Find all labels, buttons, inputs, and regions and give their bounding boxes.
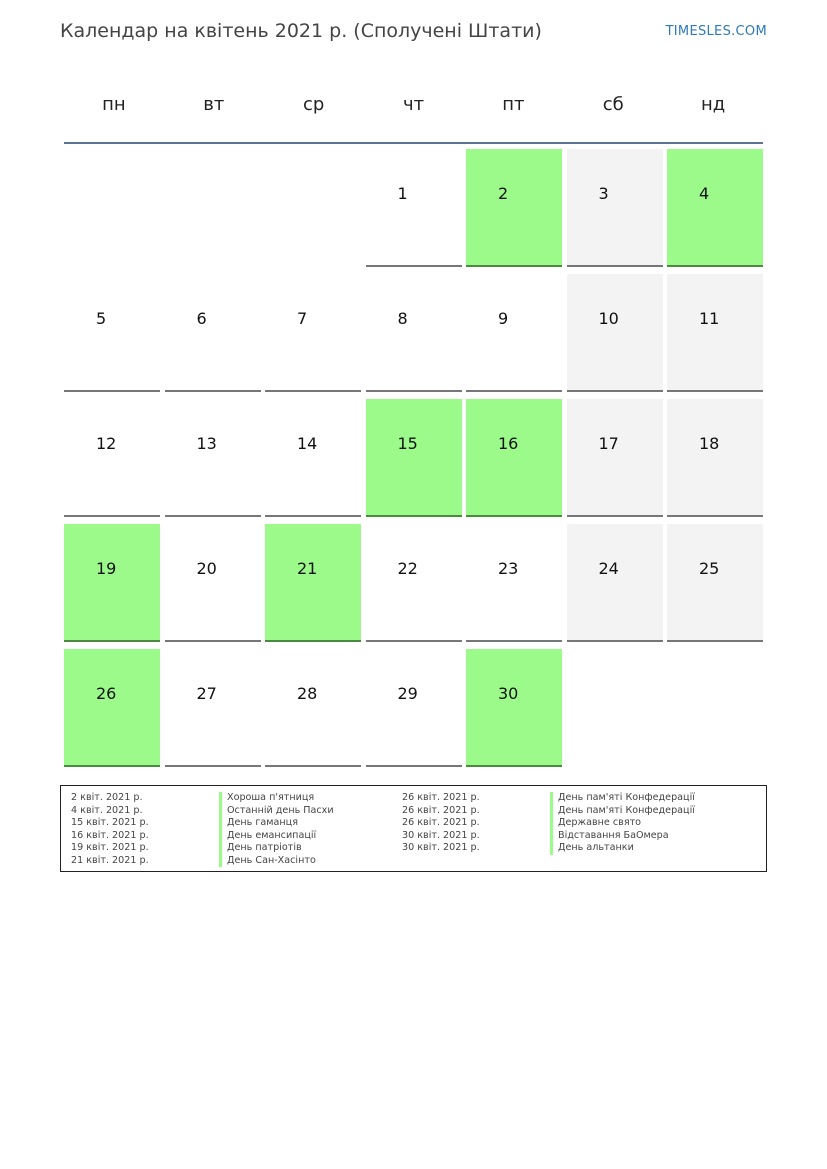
legend-row bbox=[71, 817, 334, 830]
site-link[interactable]: TIMESLES.COM bbox=[665, 24, 767, 39]
day-cell[interactable] bbox=[466, 274, 562, 392]
holiday-name: Відставання БаОмера bbox=[550, 830, 669, 843]
empty-cell bbox=[667, 649, 763, 767]
day-cell[interactable] bbox=[265, 649, 361, 767]
empty-cell bbox=[265, 149, 361, 267]
day-number: 4 bbox=[699, 184, 710, 203]
weekday-label: нд bbox=[700, 93, 726, 115]
day-cell[interactable] bbox=[466, 524, 562, 642]
legend-row bbox=[402, 817, 695, 830]
week-row bbox=[64, 524, 763, 649]
day-number: 30 bbox=[498, 684, 519, 703]
holiday-date: 16 квіт. 2021 р. bbox=[71, 829, 149, 841]
legend-row bbox=[71, 830, 334, 843]
day-cell[interactable] bbox=[64, 649, 160, 767]
day-cell[interactable] bbox=[466, 149, 562, 267]
legend-column-right bbox=[402, 792, 695, 855]
day-cell[interactable] bbox=[366, 149, 462, 267]
day-number: 7 bbox=[297, 309, 308, 328]
empty-cell bbox=[165, 149, 261, 267]
day-number: 5 bbox=[96, 309, 107, 328]
calendar-weeks bbox=[64, 149, 763, 774]
day-cell[interactable] bbox=[64, 399, 160, 517]
day-cell[interactable] bbox=[165, 399, 261, 517]
day-cell[interactable] bbox=[64, 524, 160, 642]
holiday-legend bbox=[60, 785, 767, 872]
day-cell[interactable] bbox=[466, 649, 562, 767]
day-number: 24 bbox=[598, 559, 619, 578]
legend-row bbox=[402, 805, 695, 818]
day-number: 16 bbox=[498, 434, 519, 453]
day-number: 25 bbox=[699, 559, 720, 578]
holiday-name: День гаманця bbox=[219, 817, 298, 830]
weekday-label: вт bbox=[203, 93, 225, 115]
empty-cell bbox=[567, 649, 663, 767]
holiday-date: 30 квіт. 2021 р. bbox=[402, 829, 480, 841]
holiday-date: 19 квіт. 2021 р. bbox=[71, 842, 149, 853]
holiday-date: 2 квіт. 2021 р. bbox=[71, 792, 143, 803]
day-number: 10 bbox=[598, 309, 619, 328]
holiday-name: Останній день Пасхи bbox=[219, 805, 334, 818]
week-row bbox=[64, 274, 763, 399]
day-cell[interactable] bbox=[265, 274, 361, 392]
holiday-date: 30 квіт. 2021 р. bbox=[402, 842, 480, 853]
holiday-date: 15 квіт. 2021 р. bbox=[71, 817, 149, 828]
day-number: 17 bbox=[598, 434, 619, 453]
holiday-name: День Сан-Хасінто bbox=[219, 855, 316, 868]
day-cell[interactable] bbox=[567, 524, 663, 642]
weekday-label: сб bbox=[602, 93, 624, 115]
day-cell[interactable] bbox=[667, 399, 763, 517]
day-number: 26 bbox=[96, 684, 117, 703]
holiday-name: День альтанки bbox=[550, 842, 634, 855]
day-cell[interactable] bbox=[567, 399, 663, 517]
day-cell[interactable] bbox=[64, 274, 160, 392]
day-cell[interactable] bbox=[667, 524, 763, 642]
day-cell[interactable] bbox=[366, 524, 462, 642]
header-divider bbox=[64, 142, 763, 144]
calendar-grid bbox=[64, 78, 763, 774]
day-number: 3 bbox=[598, 184, 609, 203]
day-number: 29 bbox=[397, 684, 418, 703]
legend-row bbox=[402, 842, 695, 855]
day-number: 15 bbox=[397, 434, 418, 453]
holiday-date: 26 квіт. 2021 р. bbox=[402, 817, 480, 828]
holiday-date: 26 квіт. 2021 р. bbox=[402, 804, 480, 816]
day-number: 27 bbox=[196, 684, 217, 703]
day-number: 28 bbox=[297, 684, 318, 703]
weekday-label: пн bbox=[102, 93, 126, 115]
day-cell[interactable] bbox=[466, 399, 562, 517]
page-title: Календар на квітень 2021 р. (Сполучені Штати) bbox=[60, 20, 542, 42]
weekday-label: пт bbox=[502, 93, 525, 115]
day-cell[interactable] bbox=[265, 399, 361, 517]
day-number: 18 bbox=[699, 434, 720, 453]
weekday-label: чт bbox=[402, 93, 425, 115]
week-row bbox=[64, 399, 763, 524]
legend-row bbox=[71, 792, 334, 805]
legend-row bbox=[71, 805, 334, 818]
holiday-name: Державне свято bbox=[550, 817, 641, 830]
day-number: 13 bbox=[196, 434, 217, 453]
day-cell[interactable] bbox=[667, 149, 763, 267]
day-cell[interactable] bbox=[165, 649, 261, 767]
day-cell[interactable] bbox=[366, 399, 462, 517]
weekday-header bbox=[64, 78, 763, 130]
day-number: 14 bbox=[297, 434, 318, 453]
week-row bbox=[64, 149, 763, 274]
legend-row bbox=[402, 830, 695, 843]
holiday-date: 26 квіт. 2021 р. bbox=[402, 792, 480, 803]
day-number: 11 bbox=[699, 309, 720, 328]
day-cell[interactable] bbox=[165, 274, 261, 392]
legend-row bbox=[402, 792, 695, 805]
day-number: 2 bbox=[498, 184, 509, 203]
holiday-date: 21 квіт. 2021 р. bbox=[71, 854, 149, 866]
day-number: 8 bbox=[397, 309, 408, 328]
legend-row bbox=[71, 855, 334, 868]
holiday-name: Хороша п'ятниця bbox=[219, 792, 314, 805]
day-number: 20 bbox=[196, 559, 217, 578]
holiday-date: 4 квіт. 2021 р. bbox=[71, 804, 143, 816]
day-cell[interactable] bbox=[667, 274, 763, 392]
day-number: 23 bbox=[498, 559, 519, 578]
holiday-name: День емансипації bbox=[219, 830, 316, 843]
day-cell[interactable] bbox=[366, 274, 462, 392]
empty-cell bbox=[64, 149, 160, 267]
legend-column-left bbox=[71, 792, 334, 867]
week-row bbox=[64, 649, 763, 774]
holiday-name: День пам'яті Конфедерації bbox=[550, 805, 695, 818]
day-number: 1 bbox=[397, 184, 408, 203]
day-number: 19 bbox=[96, 559, 117, 578]
day-number: 12 bbox=[96, 434, 117, 453]
day-cell[interactable] bbox=[567, 149, 663, 267]
day-number: 6 bbox=[196, 309, 207, 328]
holiday-name: День пам'яті Конфедерації bbox=[550, 792, 695, 805]
legend-row bbox=[71, 842, 334, 855]
day-cell[interactable] bbox=[165, 524, 261, 642]
day-cell[interactable] bbox=[366, 649, 462, 767]
weekday-label: ср bbox=[302, 93, 325, 115]
day-cell[interactable] bbox=[265, 524, 361, 642]
holiday-name: День патріотів bbox=[219, 842, 302, 855]
day-number: 9 bbox=[498, 309, 509, 328]
day-cell[interactable] bbox=[567, 274, 663, 392]
day-number: 21 bbox=[297, 559, 318, 578]
day-number: 22 bbox=[397, 559, 418, 578]
